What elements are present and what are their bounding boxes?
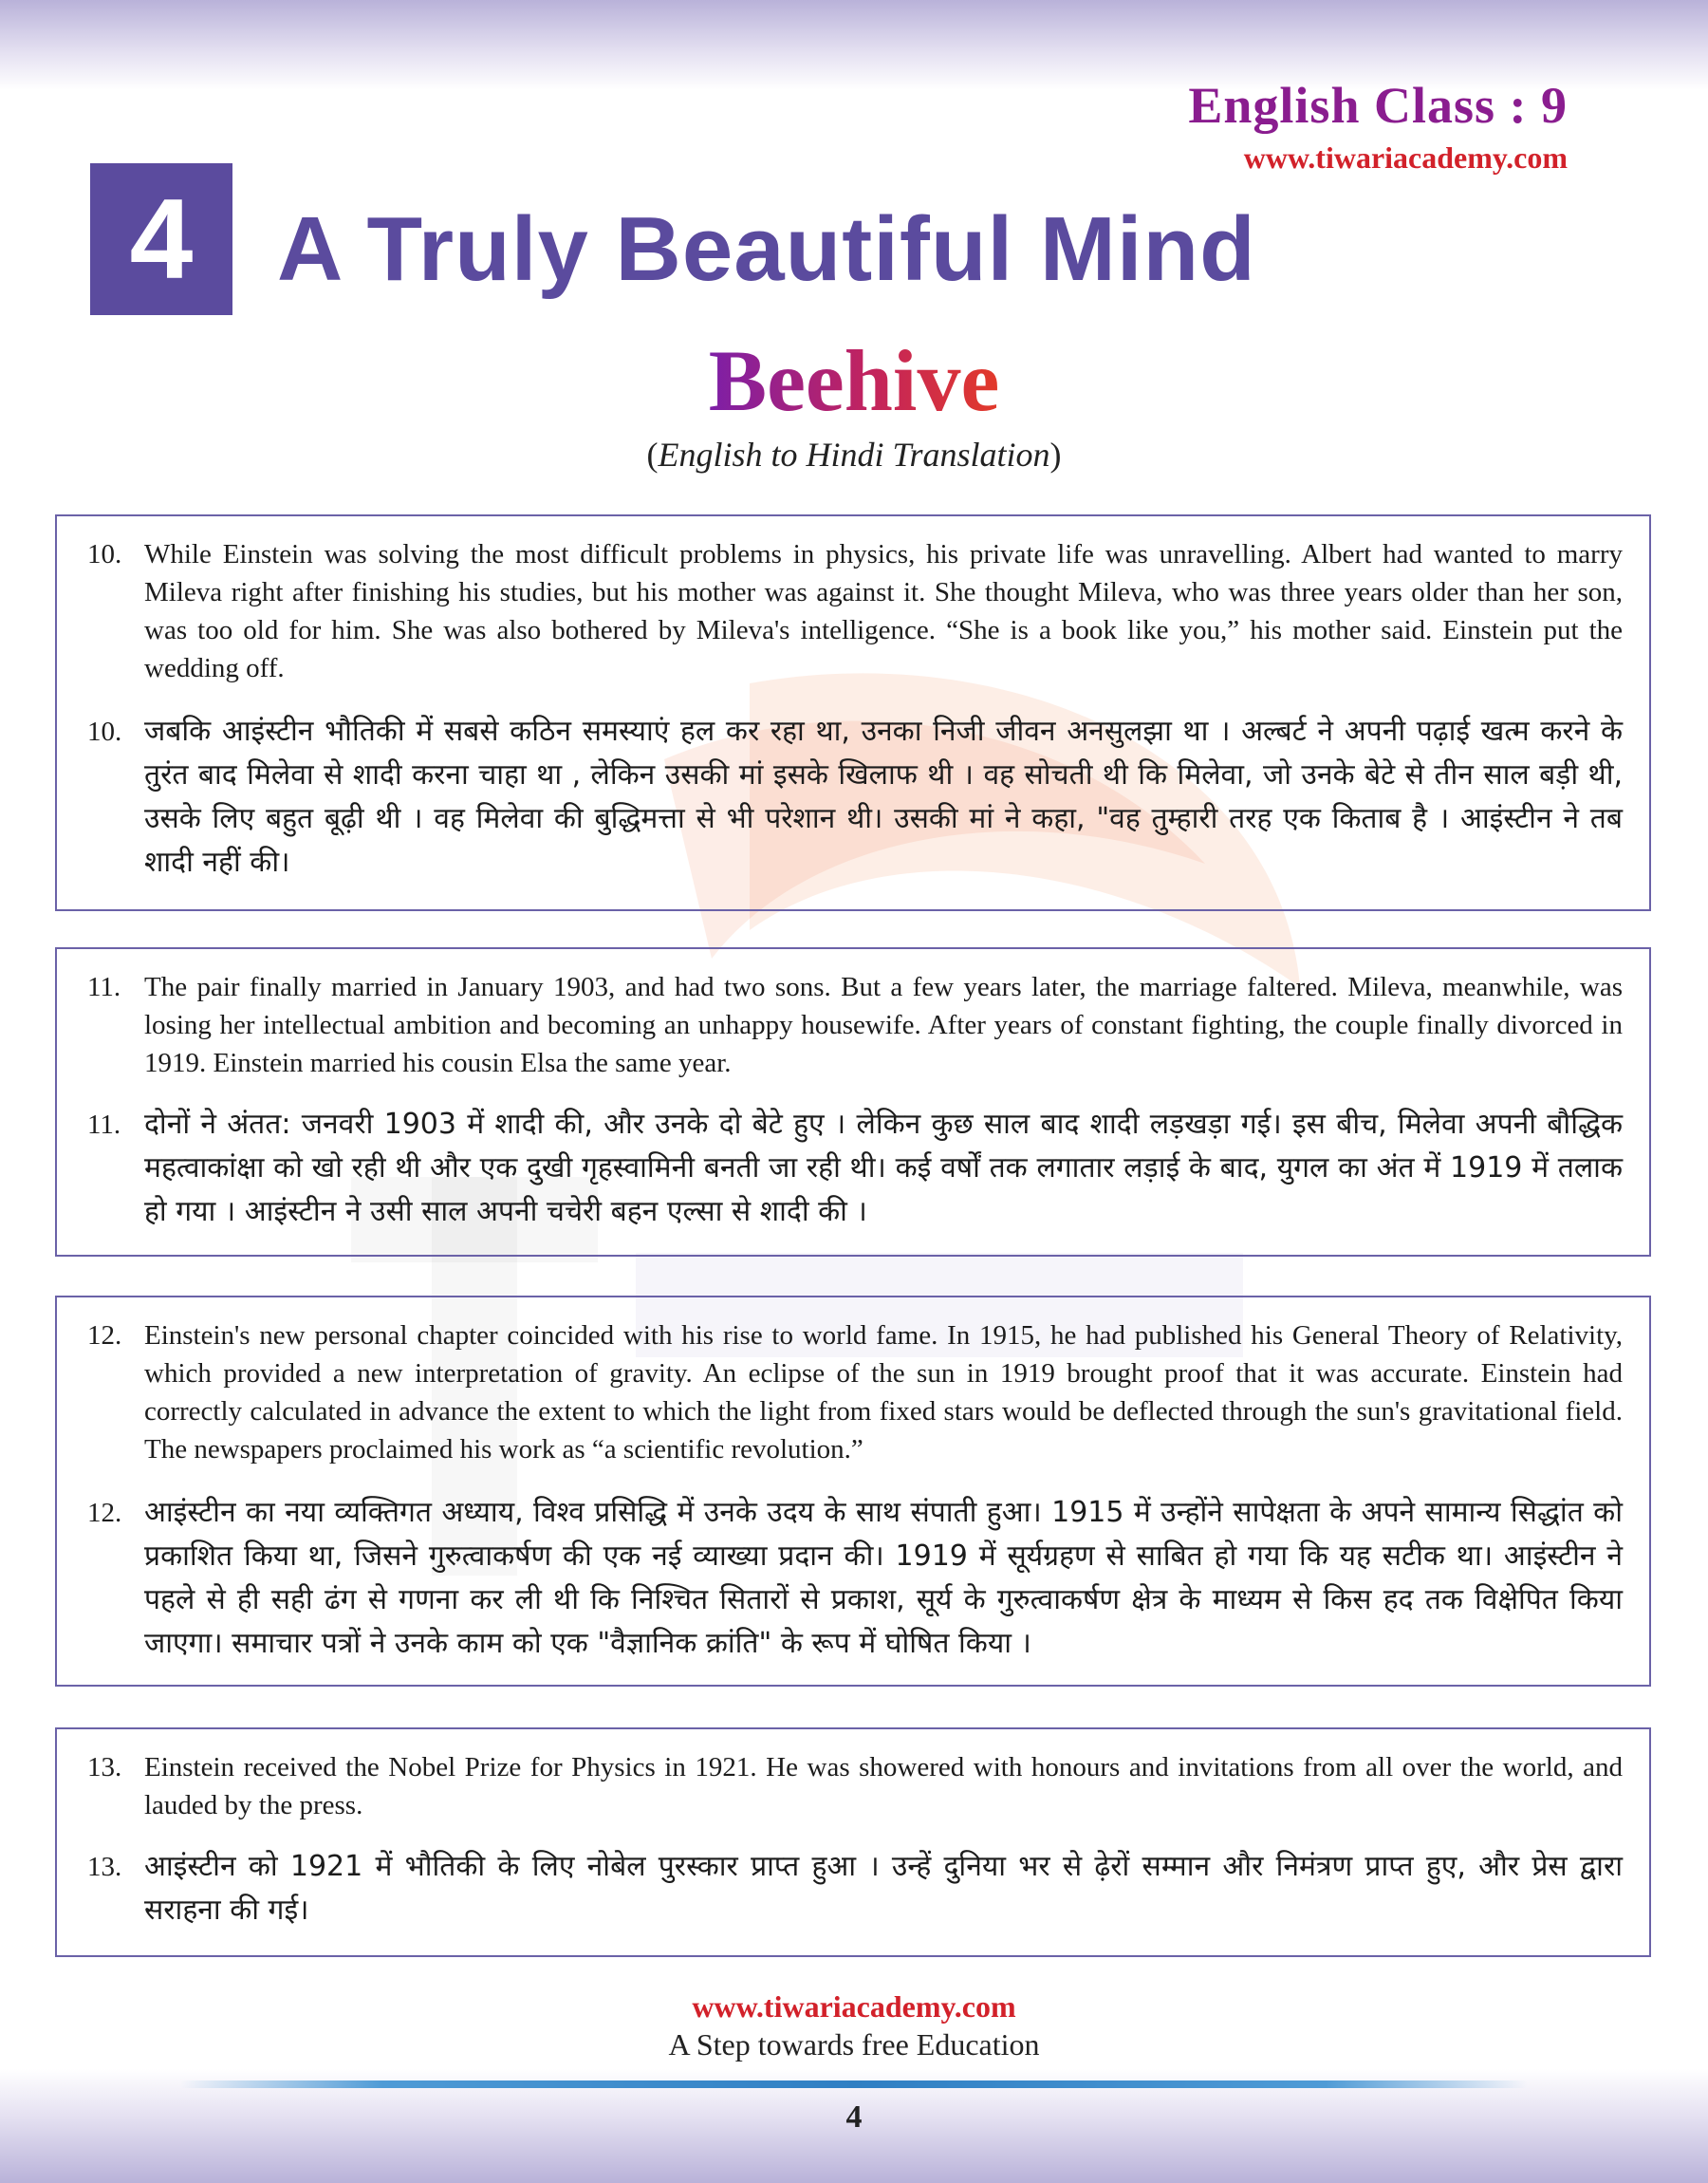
hindi-text: आइंस्टीन को 1921 में भौतिकी के लिए नोबेल पुरस्कार प्राप्त हुआ । उन्हें दुनिया भर से ढ़ेरों सम्मान और निमंत्रण प्राप्त हुए, और प्रेस द्वारा सराहना की गई। [144, 1850, 1623, 1927]
english-paragraph [87, 1316, 1623, 1468]
hindi-paragraph [87, 1845, 1623, 1932]
chapter-title: A Truly Beautiful Mind [277, 198, 1256, 300]
translation-section [55, 1296, 1651, 1687]
paragraph-number: 11. [87, 1110, 121, 1140]
paragraph-number: 12. [87, 1320, 122, 1351]
subtitle-text: English to Hindi Translation [658, 436, 1050, 474]
page-number: 4 [845, 2099, 863, 2135]
english-text: The pair finally married in January 1903, and had two sons. But a few years later, the marriage faltered. Mileva, meanwhile, was losing her intellectual ambition and becoming an unhappy housewife. After years of constant fighting, the couple finally divorced in 1919. Einstein married his cousin Elsa the same year. [144, 972, 1623, 1078]
translation-section [55, 1727, 1651, 1957]
footer-divider [180, 2080, 1528, 2088]
paragraph-number: 10. [87, 717, 122, 747]
hindi-paragraph [87, 1491, 1623, 1666]
class-title: English Class : 9 [1188, 77, 1568, 134]
english-paragraph [87, 968, 1623, 1082]
footer-website-link[interactable]: www.tiwariacademy.com [692, 1989, 1016, 2024]
hindi-text: आइंस्टीन का नया व्यक्तिगत अध्याय, विश्व प्रसिद्धि में उनके उदय के साथ संपाती हुआ। 1915 में उन्होंने सापेक्षता के अपने सामान्य सिद्धांत को प्रकाशित किया था, जिसने गुरुत्वाकर्षण की एक नई व्याख्या प्रदान की। 1919 में सूर्यग्रहण से साबित हो गया कि यह सटीक था। आइंस्टीन ने पहले से ही सही ढंग से गणना कर ली थी कि निश्चित सितारों से प्रकाश, सूर्य के गुरुत्वाकर्षण क्षेत्र के माध्यम से किस हद तक विक्षेपित किया जाएगा। समाचार पत्रों ने उनके काम को एक "वैज्ञानिक क्रांति" के रूप में घोषित किया । [144, 1496, 1623, 1660]
hindi-paragraph [87, 710, 1623, 885]
header-website-link[interactable]: www.tiwariacademy.com [1243, 140, 1568, 176]
subtitle-close-paren: ) [1049, 436, 1062, 474]
english-paragraph [87, 535, 1623, 687]
english-text: While Einstein was solving the most difficult problems in physics, his private life was unravelling. Albert had wanted to marry Mileva right after finishing his studies, but his mother was against it. She thought Mileva, who was three years older than her son, was too old for him. She was also bothered by Mileva's intelligence. “She is a book like you,” his mother said. Einstein put the wedding off. [144, 539, 1623, 683]
subtitle [0, 435, 1708, 475]
chapter-number-badge: 4 [90, 163, 232, 315]
paragraph-number: 13. [87, 1852, 122, 1882]
hindi-text: दोनों ने अंतत: जनवरी 1903 में शादी की, और उनके दो बेटे हुए । लेकिन कुछ साल बाद शादी लड़खड़ा गई। इस बीच, मिलेवा अपनी बौद्धिक महत्वाकांक्षा को खो रही थी और एक दुखी गृहस्वामिनी बनती जा रही थी। कई वर्षों तक लगातार लड़ाई के बाद, युगल का अंत में 1919 में तलाक हो गया । आइंस्टीन ने उसी साल अपनी चचेरी बहन एल्सा से शादी की । [144, 1108, 1623, 1228]
footer-tagline: A Step towards free Education [668, 2027, 1040, 2062]
paragraph-number: 12. [87, 1498, 122, 1528]
english-paragraph [87, 1748, 1623, 1824]
hindi-paragraph [87, 1103, 1623, 1234]
book-title-text: Beehive [708, 332, 1000, 429]
english-text: Einstein received the Nobel Prize for Physics in 1921. He was showered with honours and invitations from all over the world, and lauded by the press. [144, 1752, 1623, 1820]
paragraph-number: 13. [87, 1752, 122, 1782]
header-branding [1188, 78, 1568, 177]
subtitle-open-paren: ( [646, 436, 659, 474]
hindi-text: जबकि आइंस्टीन भौतिकी में सबसे कठिन समस्याएं हल कर रहा था, उनका निजी जीवन अनसुलझा था । अल्बर्ट ने अपनी पढ़ाई खत्म करने के तुरंत बाद मिलेवा से शादी करना चाहा था , लेकिन उसकी मां इसके खिलाफ थी । वह सोचती थी कि मिलेवा, जो उनके बेटे से तीन साल बड़ी थी, उसके लिए बहुत बूढ़ी थी । वह मिलेवा की बुद्धिमत्ता से भी परेशान थी। उसकी मां ने कहा, "वह तुम्हारी तरह एक किताब है । आइंस्टीन ने तब शादी नहीं की। [144, 715, 1623, 879]
translation-section [55, 514, 1651, 911]
paragraph-number: 11. [87, 972, 121, 1002]
english-text: Einstein's new personal chapter coincided with his rise to world fame. In 1915, he had published his General Theory of Relativity, which provided a new interpretation of gravity. An eclipse of the sun in 1919 brought proof that it was accurate. Einstein had correctly calculated in advance the extent to which the light from fixed stars would be deflected through the sun's gravitational field. The newspapers proclaimed his work as “a scientific revolution.” [144, 1320, 1623, 1465]
translation-section [55, 947, 1651, 1257]
book-title [0, 332, 1708, 429]
paragraph-number: 10. [87, 539, 122, 569]
